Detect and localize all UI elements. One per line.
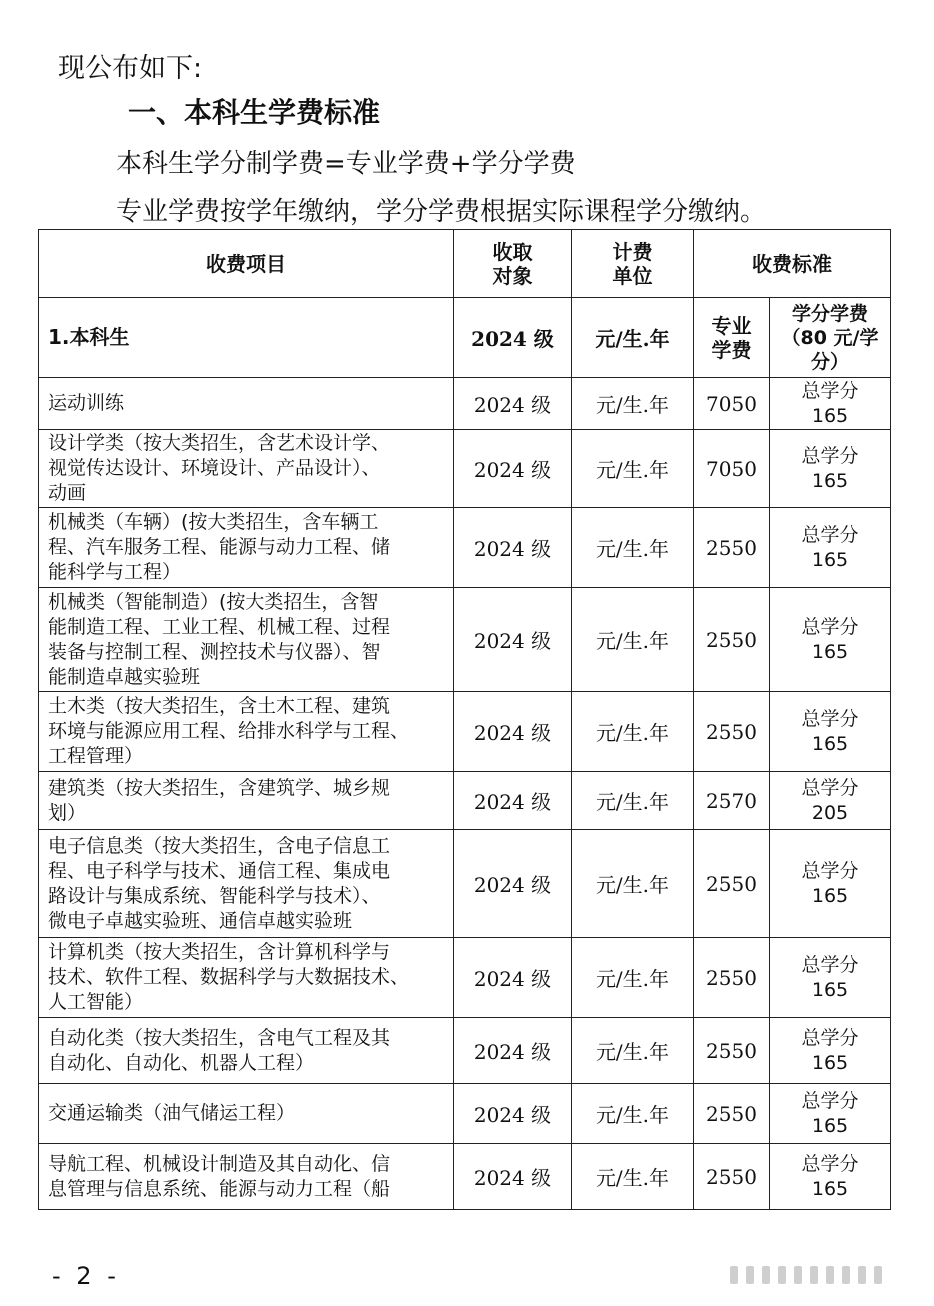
intro-text: 现公布如下:: [58, 53, 203, 84]
row-credit-line: 165: [811, 978, 849, 1001]
table-subheader-row: [39, 298, 891, 378]
row-unit: 元/生.年: [572, 1144, 694, 1210]
row-credit-line: 165: [811, 640, 849, 663]
table-row: [39, 1084, 891, 1144]
row-major-fee: 2550: [694, 830, 770, 938]
row-credit: [770, 772, 891, 830]
row-item-line: 路设计与集成系统、智能科学与技术）、: [48, 884, 381, 907]
header-target-line: 对象: [492, 263, 533, 288]
row-credit: [770, 938, 891, 1018]
sub-credit-fee-line: 学分学费: [791, 302, 868, 325]
row-credit-line: 165: [811, 1114, 849, 1137]
row-credit-line: 总学分: [801, 444, 859, 467]
fee-formula: 本科生学分制学费=专业学费+学分学费: [116, 149, 576, 179]
row-major-fee: 2550: [694, 692, 770, 772]
row-unit: 元/生.年: [572, 772, 694, 830]
header-target-line: 收取: [492, 239, 533, 264]
row-credit-line: 总学分: [801, 615, 859, 638]
row-item-line: 电子信息类（按大类招生，含电子信息工: [48, 834, 391, 857]
row-credit: [770, 1084, 891, 1144]
table-row: [39, 692, 891, 772]
row-item-line: 环境与能源应用工程、给排水科学与工程、: [48, 720, 410, 742]
row-item-line: 自动化、自动化、机器人工程）: [48, 1051, 315, 1074]
row-target: 2024 级: [454, 830, 572, 938]
row-item-line: 导航工程、机械设计制造及其自动化、信: [48, 1152, 391, 1175]
row-credit-line: 165: [811, 404, 849, 427]
header-unit-line: 单位: [612, 263, 653, 288]
row-unit: 元/生.年: [572, 830, 694, 938]
row-item-line: 机械类（智能制造）(按大类招生，含智: [48, 590, 379, 613]
row-major-fee: 2570: [694, 772, 770, 830]
row-item-line: 程、电子科学与技术、通信工程、集成电: [48, 859, 391, 882]
table-row: [39, 830, 891, 938]
row-item: [39, 1144, 454, 1210]
row-credit-line: 总学分: [801, 707, 859, 730]
row-item: [39, 588, 454, 692]
row-item: [39, 430, 454, 508]
header-target: [454, 230, 572, 298]
header-unit: [572, 230, 694, 298]
row-item-line: 工程管理）: [48, 745, 144, 767]
row-credit-line: 205: [811, 801, 849, 824]
scroll-indicator: [730, 1266, 910, 1286]
row-target: 2024 级: [454, 1084, 572, 1144]
row-item-line: 装备与控制工程、测控技术与仪器）、智: [48, 640, 381, 663]
row-credit-line: 165: [811, 884, 849, 907]
row-item: [39, 938, 454, 1018]
row-unit: 元/生.年: [572, 430, 694, 508]
row-item: [39, 1084, 454, 1144]
table-row: [39, 1018, 891, 1084]
table-row: [39, 772, 891, 830]
row-credit-line: 165: [811, 1051, 849, 1074]
row-major-fee: 7050: [694, 378, 770, 430]
fee-table: [38, 229, 891, 1210]
row-major-fee: 7050: [694, 430, 770, 508]
row-target: 2024 级: [454, 588, 572, 692]
row-target: 2024 级: [454, 378, 572, 430]
row-unit: 元/生.年: [572, 692, 694, 772]
row-item-line: 微电子卓越实验班、通信卓越实验班: [48, 909, 353, 932]
row-major-fee: 2550: [694, 1144, 770, 1210]
row-credit: [770, 508, 891, 588]
row-major-fee: 2550: [694, 588, 770, 692]
row-item-line: 设计学类（按大类招生，含艺术设计学、: [48, 432, 391, 454]
sub-item: 1.本科生: [39, 298, 454, 378]
table-row: [39, 430, 891, 508]
row-major-fee: 2550: [694, 1018, 770, 1084]
row-credit-line: 总学分: [801, 523, 859, 546]
sub-credit-fee-line: 分）: [810, 350, 849, 373]
section-heading: 一、本科生学费标准: [128, 96, 381, 129]
row-credit-line: 总学分: [801, 379, 859, 402]
payment-note: 专业学费按学年缴纳，学分学费根据实际课程学分缴纳。: [116, 197, 767, 227]
row-credit-line: 总学分: [801, 953, 859, 976]
row-item-line: 动画: [48, 482, 87, 504]
row-credit: [770, 692, 891, 772]
row-credit: [770, 588, 891, 692]
row-target: 2024 级: [454, 772, 572, 830]
row-item: [39, 692, 454, 772]
sub-unit: 元/生.年: [572, 298, 694, 378]
row-item-line: 能制造卓越实验班: [48, 665, 201, 688]
row-credit-line: 总学分: [801, 1152, 859, 1175]
row-item: [39, 378, 454, 430]
row-major-fee: 2550: [694, 1084, 770, 1144]
row-item-line: 程、汽车服务工程、能源与动力工程、储: [48, 536, 391, 558]
row-credit-line: 165: [811, 548, 849, 571]
row-credit-line: 165: [811, 732, 849, 755]
row-credit: [770, 830, 891, 938]
sub-target: 2024 级: [454, 298, 572, 378]
row-credit-line: 总学分: [801, 1089, 859, 1112]
row-unit: 元/生.年: [572, 1084, 694, 1144]
row-item: [39, 508, 454, 588]
row-credit: [770, 1144, 891, 1210]
row-item-line: 息管理与信息系统、能源与动力工程（船: [48, 1177, 391, 1200]
sub-major-fee: [694, 298, 770, 378]
sub-major-fee-line: 学费: [711, 337, 752, 362]
row-item-line: 能制造工程、工业工程、机械工程、过程: [48, 615, 391, 638]
row-item-line: 计算机类（按大类招生，含计算机科学与: [48, 941, 391, 963]
header-standard: 收费标准: [694, 230, 891, 298]
sub-major-fee-line: 专业: [711, 313, 752, 338]
row-credit-line: 165: [811, 1177, 849, 1200]
row-target: 2024 级: [454, 430, 572, 508]
table-row: [39, 1144, 891, 1210]
row-credit-line: 总学分: [801, 859, 859, 882]
row-item-line: 建筑类（按大类招生，含建筑学、城乡规: [48, 776, 391, 799]
row-item-line: 技术、软件工程、数据科学与大数据技术、: [48, 966, 410, 988]
row-target: 2024 级: [454, 938, 572, 1018]
row-item-line: 视觉传达设计、环境设计、产品设计）、: [48, 457, 381, 479]
row-item: [39, 830, 454, 938]
row-item: [39, 772, 454, 830]
row-target: 2024 级: [454, 692, 572, 772]
row-credit-line: 总学分: [801, 776, 859, 799]
row-item-line: 能科学与工程）: [48, 561, 182, 583]
sub-credit-fee-line: （80 元/学: [781, 326, 879, 349]
row-unit: 元/生.年: [572, 508, 694, 588]
table-row: [39, 938, 891, 1018]
row-item-line: 运动训练: [48, 392, 125, 414]
page-number: - 2 -: [52, 1262, 120, 1290]
row-target: 2024 级: [454, 1144, 572, 1210]
row-item-line: 交通运输类（油气储运工程）: [48, 1102, 296, 1124]
header-unit-line: 计费: [612, 239, 653, 264]
row-item-line: 土木类（按大类招生，含土木工程、建筑: [48, 695, 391, 717]
row-item-line: 划）: [48, 801, 87, 824]
row-item-line: 人工智能）: [48, 991, 144, 1013]
table-header-row: [39, 230, 891, 298]
row-major-fee: 2550: [694, 938, 770, 1018]
row-credit: [770, 1018, 891, 1084]
row-credit-line: 总学分: [801, 1026, 859, 1049]
row-target: 2024 级: [454, 508, 572, 588]
row-item: [39, 1018, 454, 1084]
row-major-fee: 2550: [694, 508, 770, 588]
row-unit: 元/生.年: [572, 378, 694, 430]
row-unit: 元/生.年: [572, 938, 694, 1018]
row-unit: 元/生.年: [572, 588, 694, 692]
table-row: [39, 378, 891, 430]
header-item: 收费项目: [39, 230, 454, 298]
row-credit: [770, 378, 891, 430]
row-target: 2024 级: [454, 1018, 572, 1084]
table-row: [39, 588, 891, 692]
row-credit-line: 165: [811, 469, 849, 492]
row-item-line: 机械类（车辆）(按大类招生，含车辆工: [48, 511, 379, 533]
row-item-line: 自动化类（按大类招生，含电气工程及其: [48, 1026, 391, 1049]
table-row: [39, 508, 891, 588]
row-unit: 元/生.年: [572, 1018, 694, 1084]
sub-credit-fee: [770, 298, 891, 378]
row-credit: [770, 430, 891, 508]
